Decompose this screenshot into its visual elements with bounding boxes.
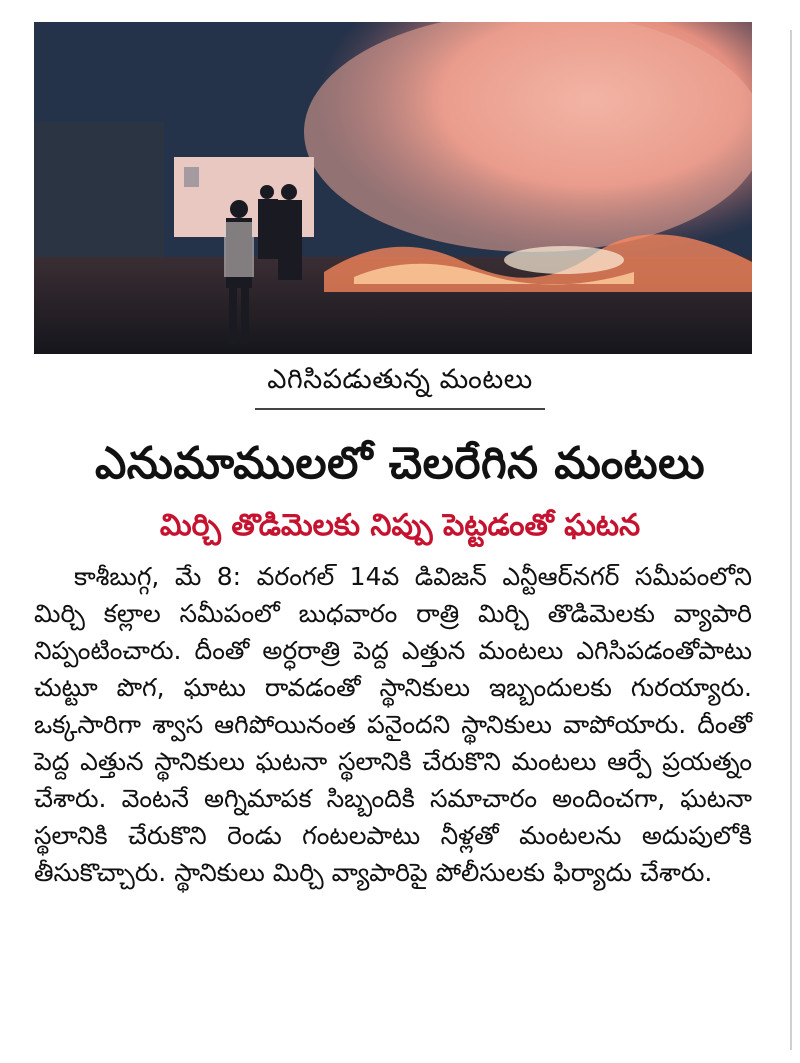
dateline: కాశీబుగ్గ, మే 8:: [74, 562, 242, 591]
photo-caption-text: ఎగిసిపడుతున్న మంటలు: [255, 364, 544, 410]
article-body: [34, 558, 752, 891]
article-text: వరంగల్ 14వ డివిజన్ ఎన్టీఆర్‌నగర్ సమీపంలోని మిర్చి కల్లాల సమీపంలో బుధవారం రాత్రి మిర్చి తొడిమెలకు వ్యాపారి నిప్పంటించారు. దీంతో అర్ధరాత్రి పెద్ద ఎత్తున మంటలు ఎగిసిపడంతోపాటు చుట్టూ పొగ, ఘాటు రావడంతో స్థానికులు ఇబ్బందులకు గురయ్యారు. ఒక్కసారిగా శ్వాస ఆగిపోయినంత పనైందని స్థానికులు వాపోయారు. దీంతో పెద్ద ఎత్తున స్థానికులు ఘటనా స్థలానికి చేరుకొని మంటలు ఆర్పే ప్రయత్నం చేశారు. వెంటనే అగ్నిమాపక సిబ్బందికి సమాచారం అందించగా, ఘటనా స్థలానికి చేరుకొని రెండు గంటలపాటు నీళ్లతో మంటలను అదుపులోకి తీసుకొచ్చారు. స్థానికులు మిర్చి వ్యాపారిపై పోలీసులకు ఫిర్యాదు చేశారు.: [34, 562, 752, 887]
fire-scene-photo-icon: [34, 22, 752, 354]
photo-caption: [0, 364, 800, 410]
subheadline: మిర్చి తొడిమెలకు నిప్పు పెట్టడంతో ఘటన: [159, 508, 641, 543]
headline: ఎనుమాములలో చెలరేగిన మంటలు: [94, 438, 706, 489]
article-paragraph: [34, 558, 752, 891]
fire-scene-photo: [34, 22, 752, 354]
